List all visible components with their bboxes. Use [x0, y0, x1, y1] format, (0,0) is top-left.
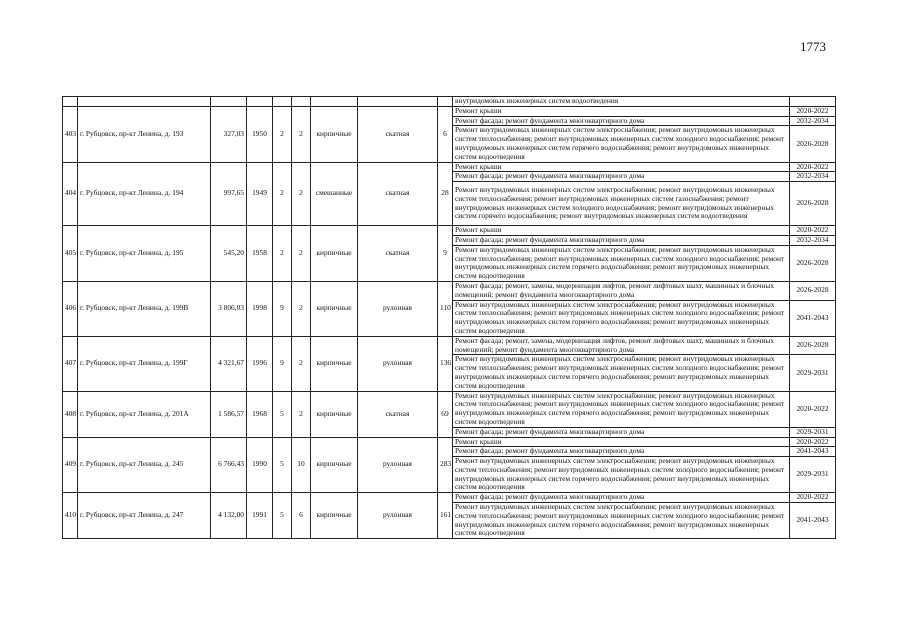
- cell-period: 2026-2028: [790, 245, 836, 281]
- cell-no: 407: [63, 336, 78, 391]
- cell-roof: рулонная: [358, 437, 438, 493]
- cell-floors: 2: [273, 106, 292, 162]
- cell-roof: скатная: [358, 391, 438, 437]
- cell-period: 2020-2022: [790, 493, 836, 503]
- cell-entrances: 2: [292, 336, 311, 391]
- cell-entrances: 2: [292, 106, 311, 162]
- cell-period: 2026-2028: [790, 126, 836, 162]
- table-row: [63, 106, 836, 116]
- cell-entrances: 2: [292, 226, 311, 282]
- cell-no: 409: [63, 437, 78, 493]
- cell-period: 2020-2022: [790, 106, 836, 116]
- cell-period: 2020-2022: [790, 162, 836, 172]
- cell-year: 1968: [247, 391, 273, 437]
- cell-walls: кирпичные: [311, 336, 358, 391]
- cell-no: 406: [63, 281, 78, 336]
- cell-area: 997,65: [211, 162, 247, 226]
- cell-roof: рулонная: [358, 281, 438, 336]
- cell-area: 6 766,43: [211, 437, 247, 493]
- cell-address: г. Рубцовск, пр-кт Ленина, д. 194: [78, 162, 211, 226]
- cell-work: Ремонт внутридомовых инженерных систем электроснабжения; ремонт внутридомовых инженерных систем теплоснабжения; ремонт внутридомовых инженерных систем холодного водоснабжения; ремонт внутридомовых инженерных систем горячего водоснабжения; ремонт внутридомовых инженерных систем водоотведения: [453, 126, 790, 162]
- cell-work: Ремонт фасада; ремонт, замена, модернизация лифтов, ремонт лифтовых шахт, машинных и блочных помещений; ремонт фундамента многоквартирного дома: [453, 336, 790, 355]
- cell-walls: кирпичные: [311, 437, 358, 493]
- cell-area: [211, 97, 247, 107]
- cell-period: 2029-2031: [790, 355, 836, 391]
- cell-area: 4 132,00: [211, 493, 247, 539]
- cell-work: Ремонт внутридомовых инженерных систем электроснабжения; ремонт внутридомовых инженерных систем теплоснабжения; ремонт внутридомовых инженерных систем холодного водоснабжения; ремонт внутридомовых инженерных систем горячего водоснабжения; ремонт внутридомовых инженерных систем водоотведения: [453, 503, 790, 539]
- cell-area: 545,20: [211, 226, 247, 282]
- cell-area: 1 586,57: [211, 391, 247, 437]
- cell-entrances: [292, 97, 311, 107]
- cell-no: 403: [63, 106, 78, 162]
- cell-period: 2020-2022: [790, 391, 836, 427]
- cell-work: Ремонт внутридомовых инженерных систем электроснабжения; ремонт внутридомовых инженерных систем теплоснабжения; ремонт внутридомовых инженерных систем холодного водоснабжения; ремонт внутридомовых инженерных систем горячего водоснабжения; ремонт внутридомовых инженерных систем водоотведения: [453, 245, 790, 281]
- cell-year: [247, 97, 273, 107]
- cell-walls: кирпичные: [311, 281, 358, 336]
- cell-entrances: 2: [292, 162, 311, 226]
- cell-roof: скатная: [358, 226, 438, 282]
- cell-period: 2026-2028: [790, 336, 836, 355]
- cell-work: Ремонт внутридомовых инженерных систем электроснабжения; ремонт внутридомовых инженерных систем теплоснабжения; ремонт внутридомовых инженерных систем холодного водоснабжения; ремонт внутридомовых инженерных систем горячего водоснабжения; ремонт внутридомовых инженерных систем водоотведения: [453, 300, 790, 336]
- table-row: [63, 162, 836, 172]
- cell-area: 4 321,67: [211, 336, 247, 391]
- cell-entrances: 10: [292, 437, 311, 493]
- cell-no: 405: [63, 226, 78, 282]
- cell-work: Ремонт крыши: [453, 162, 790, 172]
- cell-address: г. Рубцовск, пр-кт Ленина, д. 199В: [78, 281, 211, 336]
- cell-residents: 9: [438, 226, 453, 282]
- housing-repair-table: [62, 96, 836, 539]
- cell-period: 2041-2043: [790, 503, 836, 539]
- table-row: [63, 437, 836, 447]
- cell-work: Ремонт крыши: [453, 226, 790, 236]
- cell-floors: 2: [273, 226, 292, 282]
- cell-walls: кирпичные: [311, 391, 358, 437]
- cell-walls: кирпичные: [311, 106, 358, 162]
- cell-residents: 136: [438, 336, 453, 391]
- cell-address: г. Рубцовск, пр-кт Ленина, д. 193: [78, 106, 211, 162]
- cell-roof: рулонная: [358, 336, 438, 391]
- cell-residents: 28: [438, 162, 453, 226]
- cell-period: 2026-2028: [790, 182, 836, 226]
- cell-walls: смешанные: [311, 162, 358, 226]
- cell-work: Ремонт внутридомовых инженерных систем электроснабжения; ремонт внутридомовых инженерных систем теплоснабжения; ремонт внутридомовых инженерных систем холодного водоснабжения; ремонт внутридомовых инженерных систем горячего водоснабжения; ремонт внутридомовых инженерных систем водоотведения: [453, 391, 790, 427]
- cell-floors: 9: [273, 336, 292, 391]
- cell-floors: [273, 97, 292, 107]
- cell-work: Ремонт фасада; ремонт фундамента многоквартирного дома: [453, 116, 790, 126]
- cell-period: 2026-2028: [790, 281, 836, 300]
- cell-work: Ремонт фасада; ремонт фундамента многоквартирного дома: [453, 447, 790, 457]
- cell-work: Ремонт внутридомовых инженерных систем электроснабжения; ремонт внутридомовых инженерных систем теплоснабжения; ремонт внутридомовых инженерных систем холодного водоснабжения; ремонт внутридомовых инженерных систем горячего водоснабжения; ремонт внутридомовых инженерных систем водоотведения: [453, 355, 790, 391]
- cell-residents: 283: [438, 437, 453, 493]
- cell-period: 2029-2031: [790, 427, 836, 437]
- cell-period: 2020-2022: [790, 437, 836, 447]
- cell-year: 1950: [247, 106, 273, 162]
- table-row: [63, 226, 836, 236]
- cell-address: г. Рубцовск, пр-кт Ленина, д. 247: [78, 493, 211, 539]
- cell-no: 404: [63, 162, 78, 226]
- table-row: [63, 493, 836, 503]
- cell-floors: 5: [273, 493, 292, 539]
- cell-address: [78, 97, 211, 107]
- cell-address: г. Рубцовск, пр-кт Ленина, д. 195: [78, 226, 211, 282]
- cell-work: Ремонт внутридомовых инженерных систем электроснабжения; ремонт внутридомовых инженерных систем теплоснабжения; ремонт внутридомовых инженерных систем холодного водоснабжения; ремонт внутридомовых инженерных систем горячего водоснабжения; ремонт внутридомовых инженерных систем водоотведения: [453, 457, 790, 493]
- cell-period: 2032-2034: [790, 172, 836, 182]
- cell-area: 3 806,03: [211, 281, 247, 336]
- cell-roof: [358, 97, 438, 107]
- cell-roof: скатная: [358, 162, 438, 226]
- cell-address: г. Рубцовск, пр-кт Ленина, д. 245: [78, 437, 211, 493]
- table-row: [63, 336, 836, 355]
- table-row: [63, 391, 836, 427]
- cell-work: Ремонт крыши: [453, 437, 790, 447]
- cell-period: 2041-2043: [790, 447, 836, 457]
- cell-year: 1949: [247, 162, 273, 226]
- cell-entrances: 6: [292, 493, 311, 539]
- cell-year: 1958: [247, 226, 273, 282]
- cell-entrances: 2: [292, 281, 311, 336]
- cell-year: 1991: [247, 493, 273, 539]
- cell-no: 410: [63, 493, 78, 539]
- cell-work: Ремонт внутридомовых инженерных систем электроснабжения; ремонт внутридомовых инженерных систем теплоснабжения; ремонт внутридомовых инженерных систем газоснабжения; ремонт внутридомовых инженерных систем холодного водоснабжения; ремонт внутридомовых инженерных систем горячего водоснабжения; ремонт внутридомовых инженерных систем водоотведения: [453, 182, 790, 226]
- cell-walls: [311, 97, 358, 107]
- table-row-continuation: [63, 97, 836, 107]
- cell-residents: [438, 97, 453, 107]
- cell-period: 2020-2022: [790, 226, 836, 236]
- cell-roof: скатная: [358, 106, 438, 162]
- cell-address: г. Рубцовск, пр-кт Ленина, д. 201А: [78, 391, 211, 437]
- cell-period: 2029-2031: [790, 457, 836, 493]
- cell-area: 327,03: [211, 106, 247, 162]
- cell-work: Ремонт фасада; ремонт фундамента многоквартирного дома: [453, 493, 790, 503]
- cell-floors: 9: [273, 281, 292, 336]
- cell-work: Ремонт крыши: [453, 106, 790, 116]
- cell-work: Ремонт фасада; ремонт фундамента многоквартирного дома: [453, 172, 790, 182]
- cell-entrances: 2: [292, 391, 311, 437]
- cell-work: внутридомовых инженерных систем водоотведения: [453, 97, 790, 107]
- cell-roof: рулонная: [358, 493, 438, 539]
- cell-floors: 2: [273, 162, 292, 226]
- cell-work: Ремонт фасада; ремонт фундамента многоквартирного дома: [453, 427, 790, 437]
- cell-period: [790, 97, 836, 107]
- cell-residents: 69: [438, 391, 453, 437]
- page-number: 1773: [800, 39, 826, 54]
- cell-no: 408: [63, 391, 78, 437]
- cell-year: 1998: [247, 281, 273, 336]
- cell-no: [63, 97, 78, 107]
- cell-walls: кирпичные: [311, 226, 358, 282]
- cell-period: 2032-2034: [790, 235, 836, 245]
- cell-address: г. Рубцовск, пр-кт Ленина, д. 199Г: [78, 336, 211, 391]
- cell-residents: 110: [438, 281, 453, 336]
- cell-work: Ремонт фасада; ремонт, замена, модернизация лифтов, ремонт лифтовых шахт, машинных и блочных помещений; ремонт фундамента многоквартирного дома: [453, 281, 790, 300]
- cell-floors: 5: [273, 437, 292, 493]
- cell-work: Ремонт фасада; ремонт фундамента многоквартирного дома: [453, 235, 790, 245]
- table-row: [63, 281, 836, 300]
- cell-year: 1996: [247, 336, 273, 391]
- cell-period: 2041-2043: [790, 300, 836, 336]
- cell-walls: кирпичные: [311, 493, 358, 539]
- cell-residents: 161: [438, 493, 453, 539]
- cell-floors: 5: [273, 391, 292, 437]
- cell-period: 2032-2034: [790, 116, 836, 126]
- cell-year: 1990: [247, 437, 273, 493]
- cell-residents: 6: [438, 106, 453, 162]
